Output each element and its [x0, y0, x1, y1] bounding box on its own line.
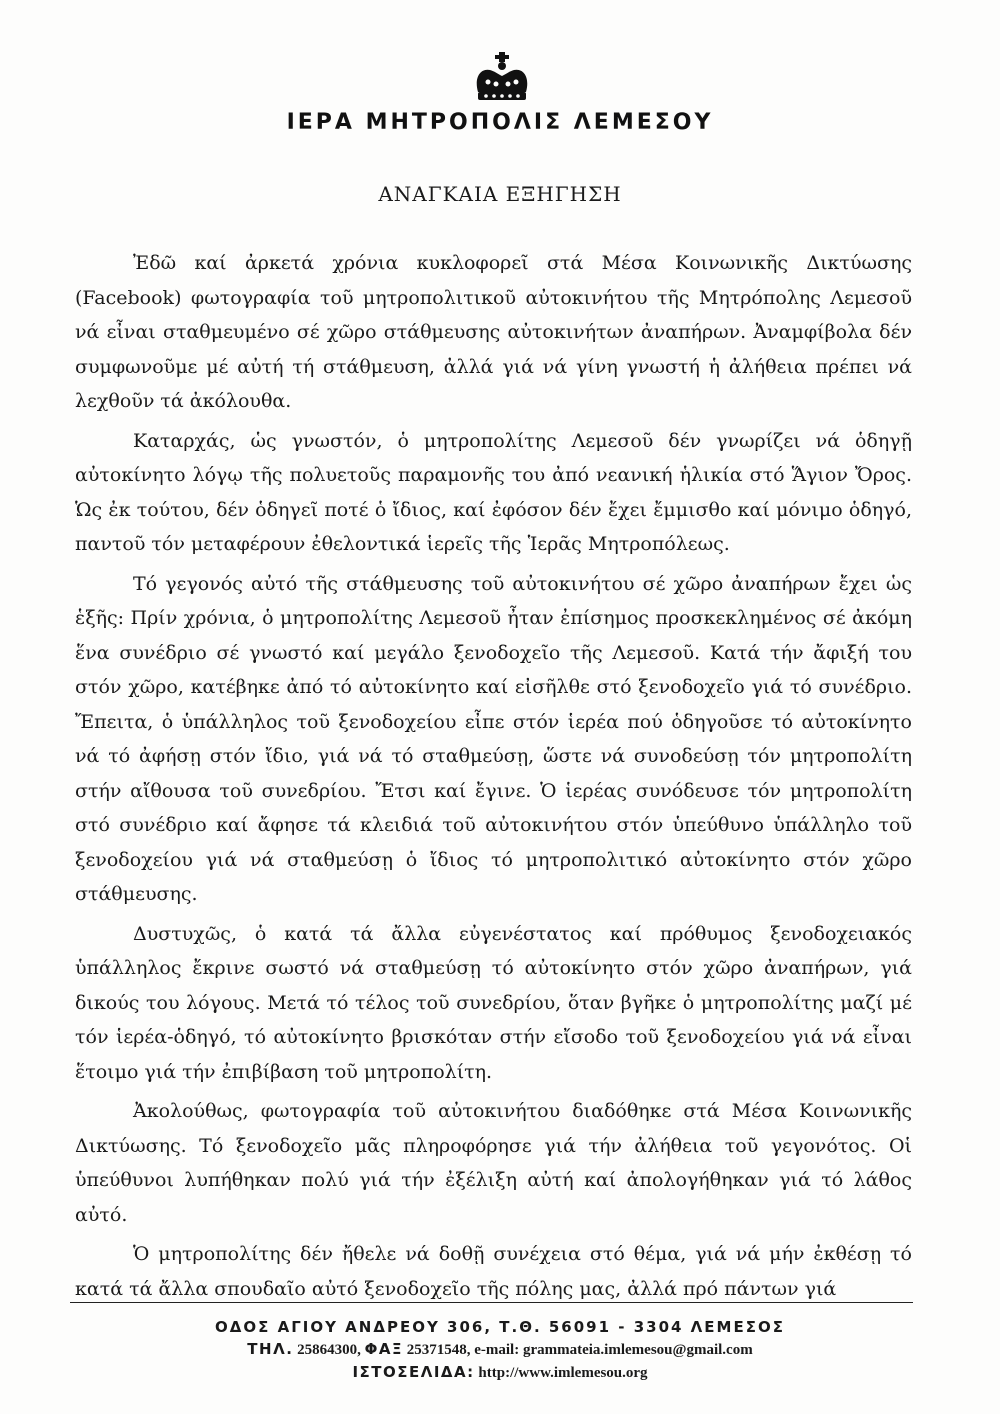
paragraph: Καταρχάς, ὡς γνωστόν, ὁ μητροπολίτης Λεμεσοῦ δέν γνωρίζει νά ὁδηγῇ αὐτοκίνητο λόγῳ τῆς πολυετοῦς παραμονῆς του ἀπό νεανική ἡλικία στό Ἅγιον Ὄρος. Ὡς ἐκ τούτου, δέν ὁδηγεῖ ποτέ ὁ ἴδιος, καί ἐφόσον δέν ἔχει ἔμμισθο καί μόνιμο ὁδηγό, παντοῦ τόν μεταφέρουν ἐθελοντικά ἱερεῖς τῆς Ἱερᾶς Μητροπόλεως. — [75, 429, 912, 555]
website-link[interactable]: http://www.imlemesou.org — [478, 1365, 648, 1381]
fax-number: 25371548, — [406, 1342, 471, 1358]
letterhead-title: ΙΕΡΑ ΜΗΤΡΟΠΟΛΙΣ ΛΕΜΕΣΟΥ — [286, 110, 714, 135]
phone-label: ΤΗΛ. — [247, 1340, 294, 1358]
website-label: ΙΣΤΟΣΕΛΙΔΑ: — [352, 1363, 475, 1381]
paragraph: Ἐδῶ καί ἀρκετά χρόνια κυκλοφορεῖ στά Μέσα Κοινωνικῆς Δικτύωσης (Facebook) φωτογραφία τοῦ μητροπολιτικοῦ αὐτοκινήτου τῆς Μητρόπολης Λεμεσοῦ νά εἶναι σταθμευμένο σέ χῶρο στάθμευσης αὐτοκινήτων ἀναπήρων. Ἀναμφίβολα δέν συμφωνοῦμε μέ αὐτή τή στάθμευση, ἀλλά γιά νά γίνη γνωστή ἡ ἀλήθεια πρέπει νά λεχθοῦν τά ἀκόλουθα. — [75, 252, 912, 412]
phone-number: 25864300, — [297, 1342, 361, 1358]
paragraph: Τό γεγονός αὐτό τῆς στάθμευσης τοῦ αὐτοκινήτου σέ χῶρο ἀναπήρων ἔχει ὡς ἑξῆς: Πρίν χρόνια, ὁ μητροπολίτης Λεμεσοῦ ἦταν ἐπίσημος προσκεκλημένος σέ ἀκόμη ἕνα συνέδριο σέ γνωστό καί μεγάλο ξενοδοχεῖο τῆς Λεμεσοῦ. Κατά τήν ἄφιξή του στόν χῶρο, κατέβηκε ἀπό τό αὐτοκίνητο καί εἰσῆλθε στό ξενοδοχεῖο γιά τό συνέδριο. Ἔπειτα, ὁ ὑπάλληλος τοῦ ξενοδοχείου εἶπε στόν ἱερέα πού ὁδηγοῦσε τό αὐτοκίνητο νά τό ἀφήσῃ στόν ἴδιο, γιά νά τό σταθμεύσῃ, ὥστε νά συνοδεύσῃ τόν μητροπολίτη στήν αἴθουσα τοῦ συνεδρίου. Ἔτσι καί ἔγινε. Ὁ ἱερέας συνόδευσε τόν μητροπολίτη στό συνέδριο καί ἄφησε τά κλειδιά τοῦ αὐτοκινήτου στόν ὑπεύθυνο ὑπάλληλο τοῦ ξενοδοχείου γιά νά σταθμεύσῃ ὁ ἴδιος τό μητροπολιτικό αὐτοκίνητο στόν χῶρο στάθμευσης. — [75, 572, 912, 905]
fax-label: ΦΑΞ — [364, 1340, 403, 1358]
email-link[interactable]: grammateia.imlemesou@gmail.com — [522, 1342, 753, 1358]
email-label: e-mail: — [474, 1342, 520, 1358]
footer-address: ΟΔΟΣ ΑΓΙΟΥ ΑΝΔΡΕΟΥ 306, Τ.Θ. 56091 - 3304 ΛΕΜΕΣΟΣ — [215, 1318, 785, 1336]
footer-contact — [0, 1338, 1000, 1361]
paragraph: Ὁ μητροπολίτης δέν ἤθελε νά δοθῇ συνέχεια στό θέμα, γιά νά μήν ἐκθέσῃ τό κατά τά ἄλλα σπουδαῖο αὐτό ξενοδοχεῖο τῆς πόλης μας, ἀλλά πρό πάντων γιά — [75, 1243, 912, 1300]
footer-divider — [70, 1302, 913, 1303]
footer — [0, 1316, 1000, 1384]
paragraph: Ἀκολούθως, φωτογραφία τοῦ αὐτοκινήτου διαδόθηκε στά Μέσα Κοινωνικῆς Δικτύωσης. Τό ξενοδοχεῖο μᾶς πληροφόρησε γιά τήν ἀλήθεια τοῦ γεγονότος. Οἱ ὑπεύθυνοι λυπήθηκαν πολύ γιά τήν ἐξέλιξη αὐτή καί ἀπολογήθηκαν γιά τό λάθος αὐτό. — [75, 1100, 912, 1226]
document-body — [75, 246, 912, 1311]
footer-website — [0, 1361, 1000, 1384]
crown-icon — [470, 52, 534, 104]
paragraph: Δυστυχῶς, ὁ κατά τά ἄλλα εὐγενέστατος καί πρόθυμος ξενοδοχειακός ὑπάλληλος ἔκρινε σωστό νά σταθμεύσῃ τό αὐτοκίνητο στόν χῶρο ἀναπήρων, γιά δικούς του λόγους. Μετά τό τέλος τοῦ συνεδρίου, ὅταν βγῆκε ὁ μητροπολίτης μαζί μέ τόν ἱερέα-ὁδηγό, τό αὐτοκίνητο βρισκόταν στήν εἴσοδο τοῦ ξενοδοχείου γιά νά εἶναι ἕτοιμο γιά τήν ἐπιβίβαση τοῦ μητροπολίτη. — [75, 922, 912, 1083]
document-title: ΑΝΑΓΚΑΙΑ ΕΞΗΓΗΣΗ — [378, 182, 622, 206]
